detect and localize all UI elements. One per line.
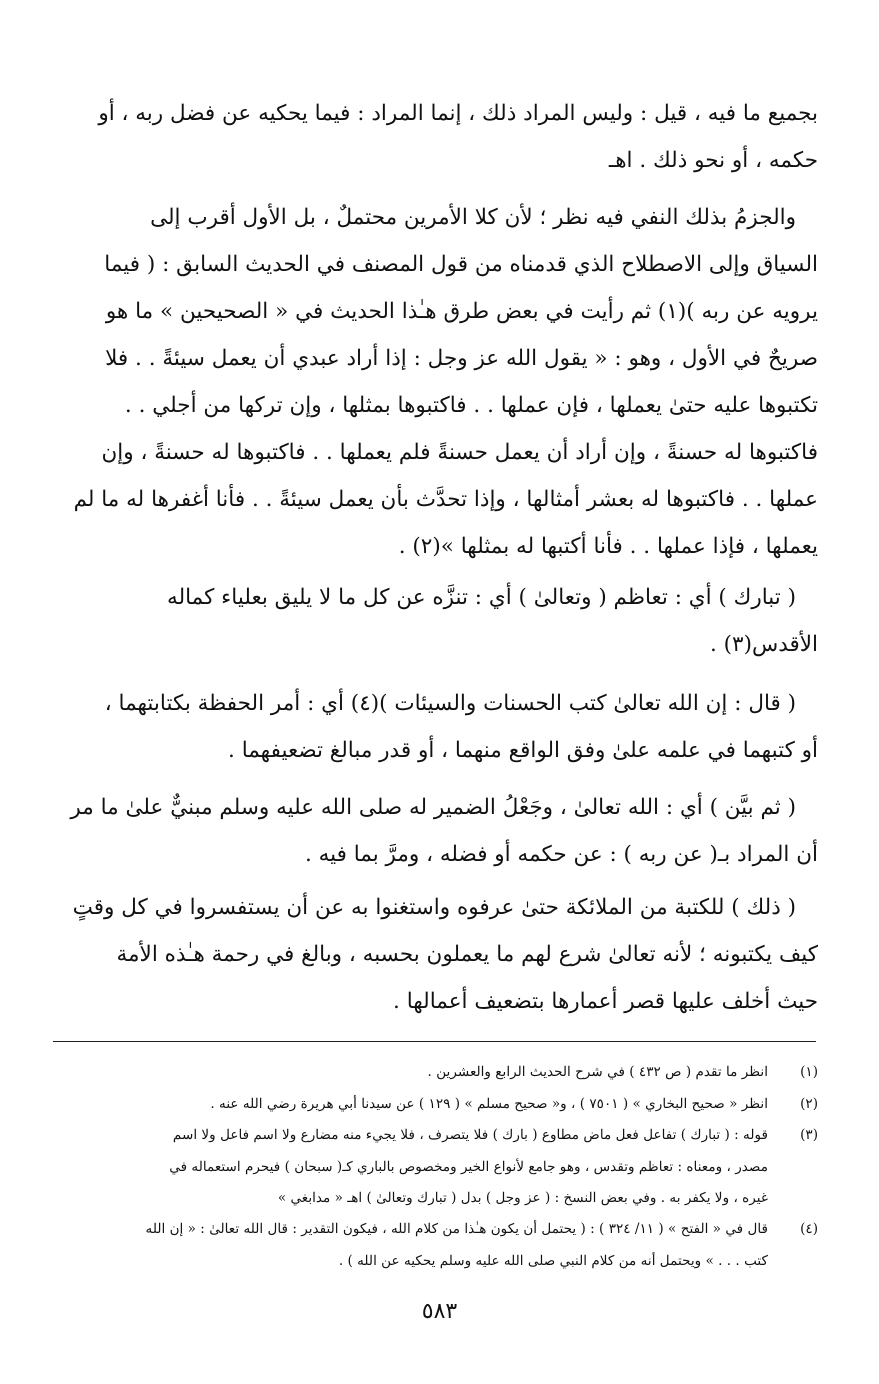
paragraph-dhalika [56,884,818,1025]
footnote-line: غيره ، ولا يكفر به . وفي بعض النسخ : ( عز وجل ) بدل ( تبارك وتعالىٰ ) اهـ « مدابغي » [277,1190,768,1206]
footnote-separator [53,1041,816,1042]
text-line: أو كتبهما في علمه علىٰ وفق الواقع منهما ، أو قدر مبالغ تضعيفهما . [228,738,818,763]
footnote-1 [40,1057,818,1089]
footnote-4 [40,1214,818,1277]
footnote-number: (٣) [800,1127,818,1143]
paragraph [56,784,818,878]
paragraph [56,194,818,570]
text-line: ( ثم بيَّن ) أي : الله تعالىٰ ، وجَعْلُ الضمير له صلى الله عليه وسلم مبنيٌّ علىٰ ما مر [70,795,796,820]
text-line: ( ذلك ) للكتبة من الملائكة حتىٰ عرفوه واستغنوا به عن أن يستفسروا في كل وقتٍ [72,895,796,920]
paragraph [56,884,818,1025]
text-line: تكتبوها عليه حتىٰ يعملها ، فإن عملها . . فاكتبوها بمثلها ، وإن تركها من أجلي . . [124,393,818,418]
footnote-line: قوله : ( تبارك ) تفاعل فعل ماض مطاوع ( بارك ) فلا يتصرف ، فلا يجيء منه مضارع ولا اسم فاعل ولا اسم [172,1127,768,1143]
text-line: السياق وإلى الاصطلاح الذي قدمناه من قول المصنف في الحديث السابق : ( فيما [104,252,818,277]
text-line: كيف يكتبونه ؛ لأنه تعالىٰ شرع لهم ما يعملون بحسبه ، وبالغ في رحمة هـٰذه الأمة [116,942,818,967]
text-line: يرويه عن ربه )(١) ثم رأيت في بعض طرق هـٰذا الحديث في « الصحيحين » ما هو [105,299,818,324]
paragraph-hadith [56,194,818,570]
paragraph-thumma-bayyan [56,784,818,878]
footnote-line: انظر « صحيح البخاري » ( ٧٥٠١ ) ، و« صحيح مسلم » ( ١٢٩ ) عن سيدنا أبي هريرة رضي الله عنه . [210,1096,768,1112]
paragraph-qala [56,680,818,774]
text-line: حكمه ، أو نحو ذلك . اهـ [608,148,818,173]
paragraph [56,574,818,668]
text-line: حيث أخلف عليها قصر أعمارها بتضعيف أعمالها . [393,989,818,1014]
footnote-line: مصدر ، ومعناه : تعاظم وتقدس ، وهو جامع لأنواع الخير ومخصوص بالباري كـ( سبحان ) فيحرم استعماله في [169,1158,768,1175]
text-line: بجميع ما فيه ، قيل : وليس المراد ذلك ، إنما المراد : فيما يحكيه عن فضل ربه ، أو [98,101,818,126]
text-line: والجزمُ بذلك النفي فيه نظر ؛ لأن كلا الأمرين محتملٌ ، بل الأول أقرب إلى [150,205,796,230]
footnote-number: (١) [800,1064,818,1080]
footnote-line: قال في « الفتح » ( ١١/ ٣٢٤ ) : ( يحتمل أن يكون هـٰذا من كلام الله ، فيكون التقدير : قال الله تعالىٰ : « إن الله [145,1221,768,1237]
footnote-line: انظر ما تقدم ( ص ٤٣٢ ) في شرح الحديث الرابع والعشرين . [427,1064,768,1080]
text-line: يعملها ، فإذا عملها . . فأنا أكتبها له بمثلها »(٢) . [398,534,818,559]
text-line: فاكتبوها له حسنةً ، وإن أراد أن يعمل حسنةً فلم يعملها . . فاكتبوها له حسنةً ، وإن [101,440,818,465]
text-line: عملها . . فاكتبوها له بعشر أمثالها ، وإذا تحدَّث بأن يعمل سيئةً . . فأنا أغفرها له ما لم [73,487,818,512]
text-line: ( تبارك ) أي : تعاظم ( وتعالىٰ ) أي : تنزَّه عن كل ما لا يليق بعلياء كماله [167,585,796,610]
text-line: ( قال : إن الله تعالىٰ كتب الحسنات والسيئات )(٤) أي : أمر الحفظة بكتابتهما ، [104,691,796,716]
footnote-3 [40,1120,818,1215]
text-line: الأقدس(٣) . [709,632,818,657]
footnote-line: كتب . . . » ويحتمل أنه من كلام النبي صلى الله عليه وسلم يحكيه عن الله ) . [338,1252,768,1269]
text-line: صريحٌ في الأول ، وهو : « يقول الله عز وجل : إذا أراد عبدي أن يعمل سيئةً . . فلا [105,346,818,371]
page-number: ٥٨٣ [421,1299,458,1324]
footnote-number: (٤) [800,1221,818,1237]
footnote-number: (٢) [800,1096,818,1112]
footnote-2 [40,1089,818,1121]
text-line: أن المراد بـ( عن ربه ) : عن حكمه أو فضله ، ومرَّ بما فيه . [304,842,818,867]
paragraph-tabaraka [56,574,818,668]
paragraph [56,90,818,184]
paragraph [56,680,818,774]
paragraph-continuation [56,90,818,184]
